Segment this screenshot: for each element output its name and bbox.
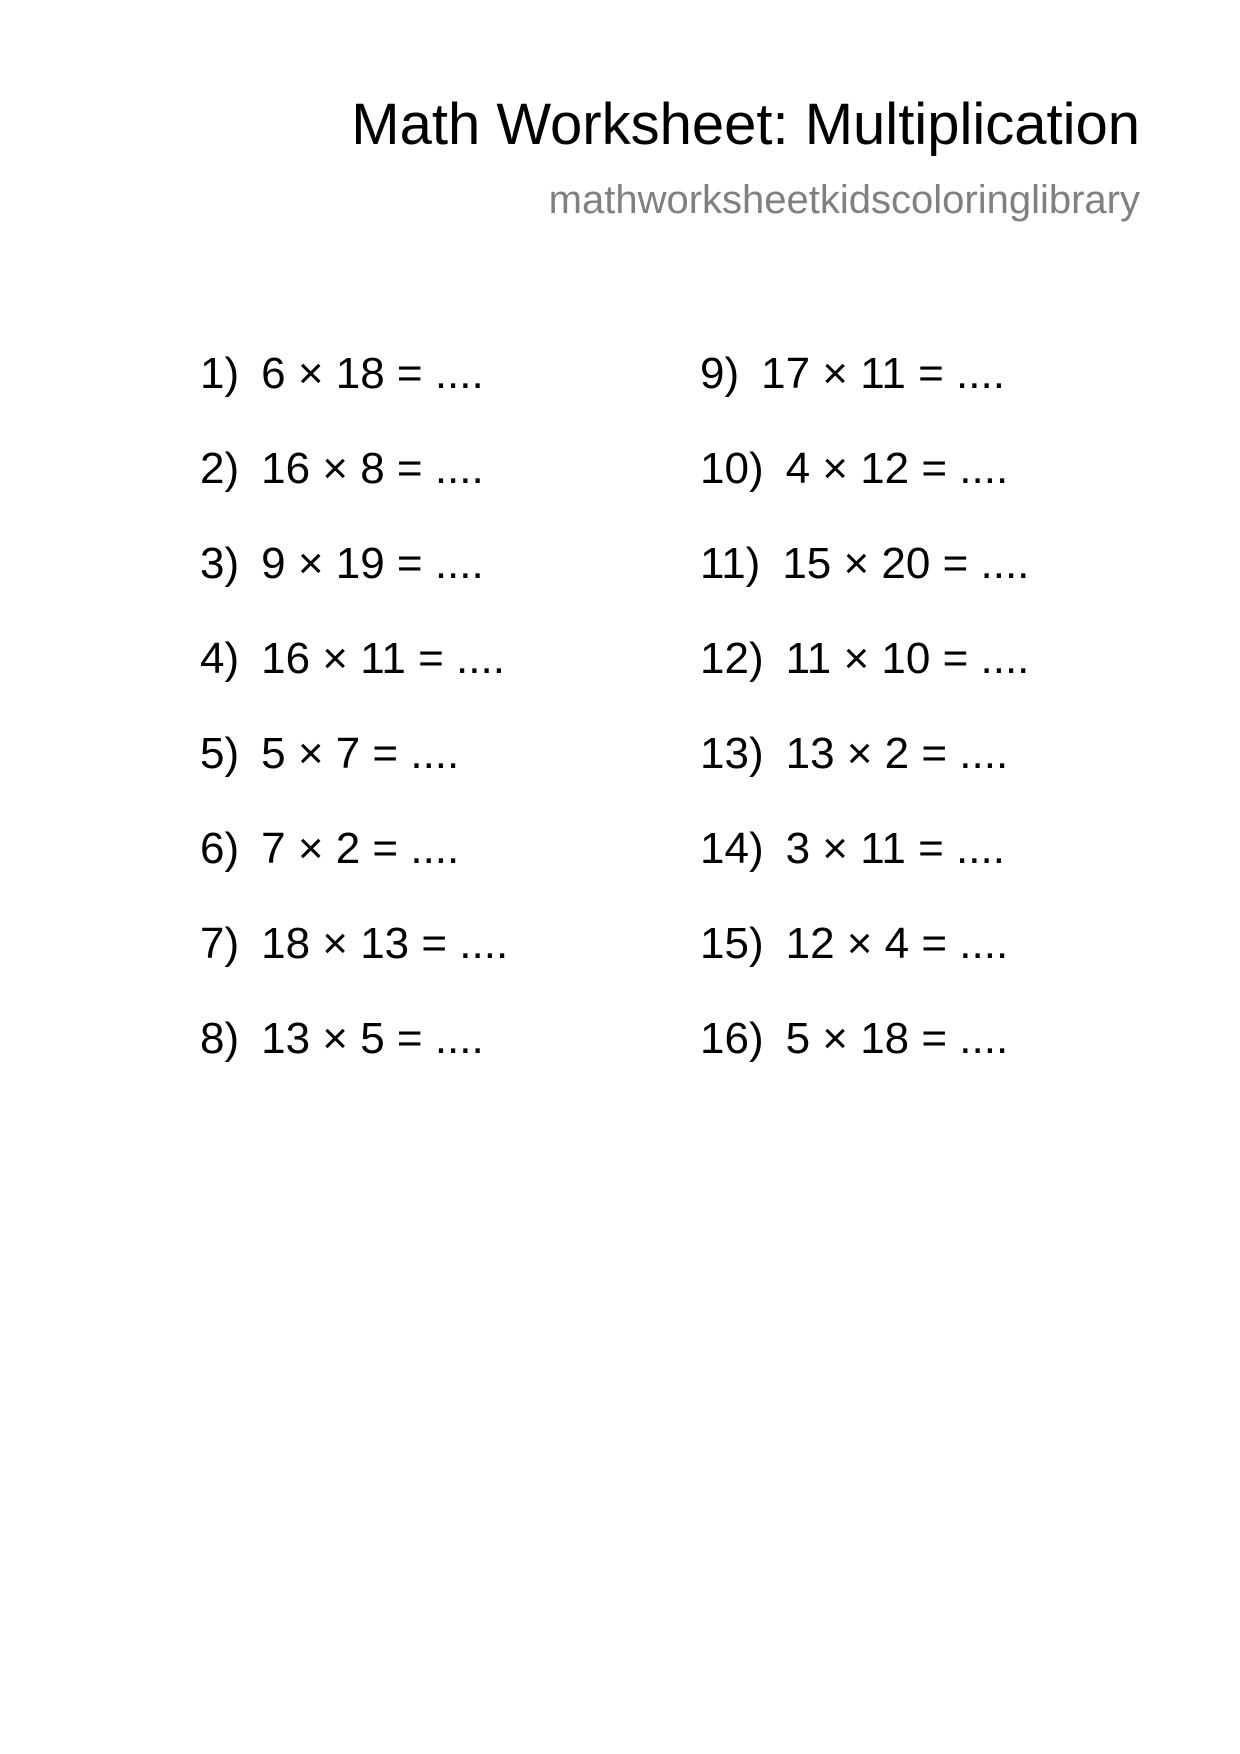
problems-column-left — [200, 349, 509, 1112]
problem-expression: 15 × 20 = .... — [782, 539, 1030, 588]
problem-expression: 5 × 18 = .... — [785, 1014, 1009, 1063]
problem-item — [700, 824, 1029, 922]
problem-item — [700, 444, 1029, 542]
problem-item — [200, 729, 508, 827]
problem-expression: 12 × 4 = .... — [785, 919, 1009, 968]
problem-item — [200, 444, 508, 542]
problem-number: 6) — [200, 824, 240, 873]
problem-expression: 18 × 13 = .... — [261, 919, 509, 968]
problem-number: 11) — [700, 539, 761, 588]
problem-expression: 11 × 10 = .... — [785, 634, 1030, 683]
page-title: Math Worksheet: Multiplication — [351, 92, 1140, 157]
problem-expression: 16 × 11 = .... — [261, 634, 505, 683]
problem-number: 16) — [700, 1014, 764, 1063]
problem-item — [700, 919, 1029, 1017]
problem-expression: 4 × 12 = .... — [785, 444, 1009, 493]
problem-item — [700, 1014, 1029, 1112]
problem-number: 13) — [700, 729, 764, 778]
problem-expression: 3 × 11 = .... — [785, 824, 1005, 873]
problem-item — [200, 634, 508, 732]
problem-item — [200, 919, 509, 1017]
problem-expression: 5 × 7 = .... — [261, 729, 460, 778]
problem-expression: 13 × 2 = .... — [785, 729, 1009, 778]
problem-item — [700, 539, 1030, 637]
worksheet-header — [351, 92, 1140, 222]
problem-item — [200, 824, 508, 922]
problem-number: 5) — [200, 729, 240, 778]
problem-number: 10) — [700, 444, 764, 493]
problem-expression: 16 × 8 = .... — [261, 444, 484, 493]
problem-number: 8) — [200, 1014, 240, 1063]
problem-item — [700, 634, 1030, 732]
problem-expression: 7 × 2 = .... — [261, 824, 460, 873]
page-subtitle: mathworksheetkidscoloringlibrary — [548, 178, 1140, 222]
problem-expression: 9 × 19 = .... — [261, 539, 484, 588]
problem-item — [700, 729, 1029, 827]
problem-expression: 6 × 18 = .... — [261, 349, 484, 398]
problem-expression: 13 × 5 = .... — [261, 1014, 484, 1063]
problem-number: 4) — [200, 634, 240, 683]
problem-number: 15) — [700, 919, 764, 968]
problem-item — [200, 349, 508, 447]
problem-item — [200, 1014, 508, 1112]
problem-number: 9) — [700, 349, 740, 398]
problems-column-right — [700, 349, 1030, 1112]
problem-number: 12) — [700, 634, 764, 683]
problem-number: 3) — [200, 539, 240, 588]
problem-item — [700, 349, 1029, 447]
problem-number: 14) — [700, 824, 764, 873]
problem-number: 7) — [200, 919, 240, 968]
problem-item — [200, 539, 508, 637]
problem-number: 1) — [200, 349, 240, 398]
problem-number: 2) — [200, 444, 240, 493]
problem-expression: 17 × 11 = .... — [761, 349, 1005, 398]
